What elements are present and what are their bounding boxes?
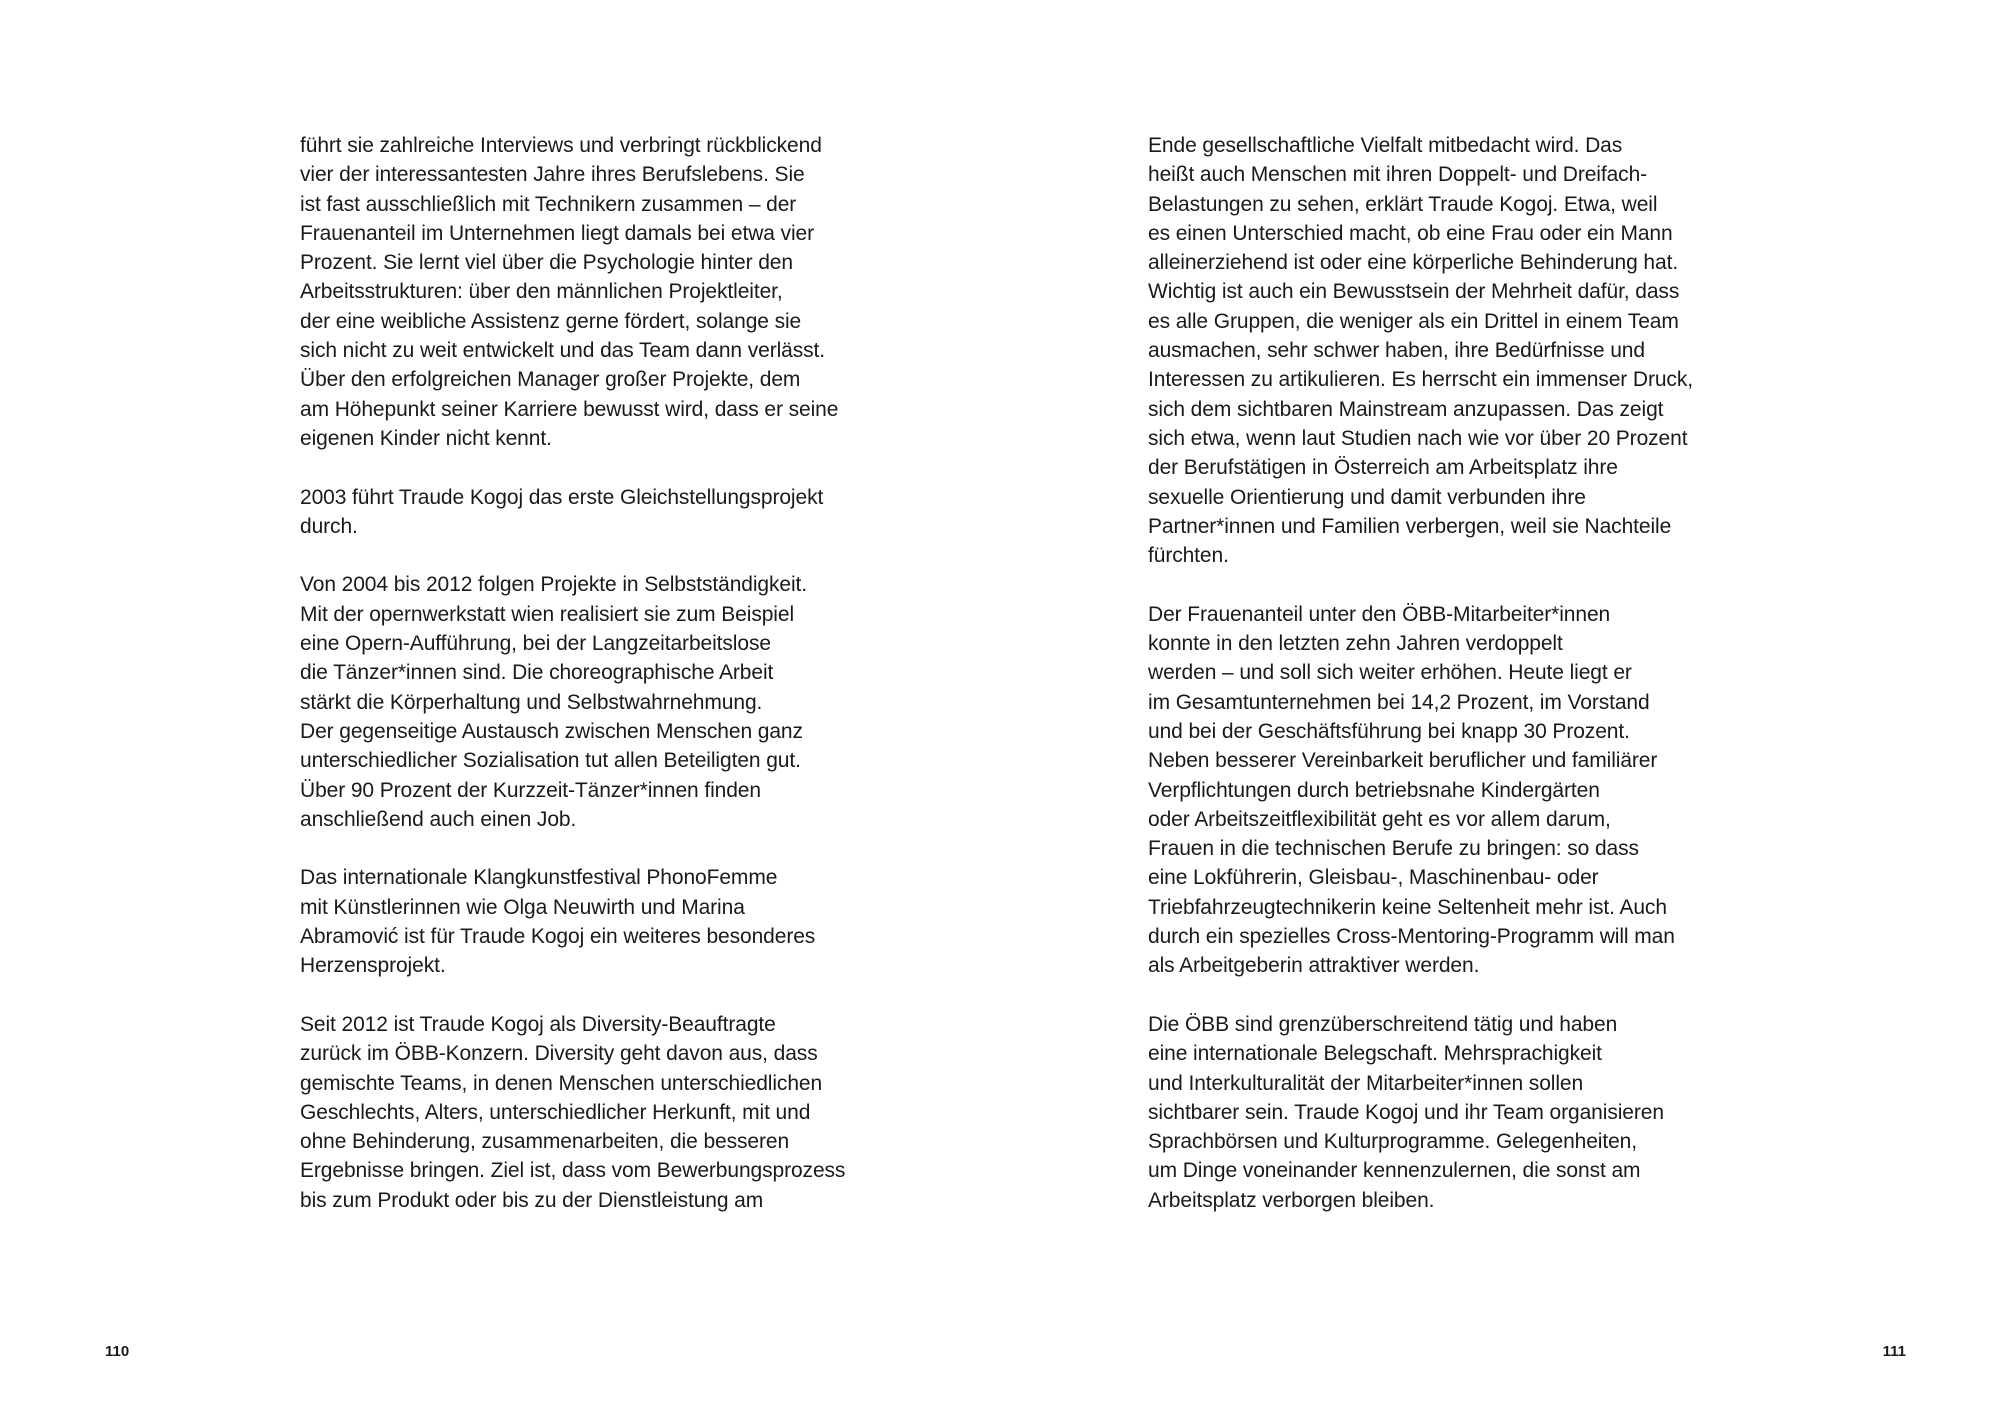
text-line: eigenen Kinder nicht kennt.	[300, 426, 552, 450]
text-line: vier der interessantesten Jahre ihres Berufslebens. Sie	[300, 163, 805, 187]
text-line: Frauenanteil im Unternehmen liegt damals bei etwa vier	[300, 221, 815, 245]
text-line: am Höhepunkt seiner Karriere bewusst wird, dass er seine	[300, 397, 839, 421]
text-line: oder Arbeitszeitflexibilität geht es vor allem darum,	[1148, 807, 1611, 831]
right-page	[1000, 0, 2000, 1412]
text-line: Von 2004 bis 2012 folgen Projekte in Selbstständigkeit.	[300, 573, 808, 597]
text-line: und Interkulturalität der Mitarbeiter*innen sollen	[1148, 1071, 1584, 1095]
text-line: Geschlechts, Alters, unterschiedlicher Herkunft, mit und	[300, 1100, 811, 1124]
text-line: Interessen zu artikulieren. Es herrscht ein immenser Druck,	[1148, 368, 1693, 392]
text-line: es alle Gruppen, die weniger als ein Drittel in einem Team	[1148, 309, 1679, 333]
text-line: Abramović ist für Traude Kogoj ein weiteres besonderes	[300, 925, 816, 949]
text-line: Belastungen zu sehen, erklärt Traude Kogoj. Etwa, weil	[1148, 192, 1658, 216]
text-line: Die ÖBB sind grenzüberschreitend tätig und haben	[1148, 1012, 1618, 1036]
paragraph	[300, 1010, 880, 1215]
page-number-left: 110	[105, 1343, 130, 1360]
text-line: mit Künstlerinnen wie Olga Neuwirth und Marina	[300, 895, 745, 919]
text-line: Mit der opernwerkstatt wien realisiert sie zum Beispiel	[300, 602, 795, 626]
text-line: durch.	[300, 514, 358, 538]
text-line: der eine weibliche Assistenz gerne fördert, solange sie	[300, 309, 802, 333]
text-line: Neben besserer Vereinbarkeit beruflicher und familiärer	[1148, 749, 1658, 773]
text-line: im Gesamtunternehmen bei 14,2 Prozent, im Vorstand	[1148, 690, 1650, 714]
text-line: stärkt die Körperhaltung und Selbstwahrnehmung.	[300, 690, 763, 714]
text-line: Prozent. Sie lernt viel über die Psychologie hinter den	[300, 251, 793, 275]
text-line: heißt auch Menschen mit ihren Doppelt- und Dreifach-	[1148, 163, 1648, 187]
text-line: und bei der Geschäftsführung bei knapp 30 Prozent.	[1148, 719, 1630, 743]
text-line: ausmachen, sehr schwer haben, ihre Bedürfnisse und	[1148, 339, 1645, 363]
text-line: 2003 führt Traude Kogoj das erste Gleichstellungsprojekt	[300, 485, 824, 509]
text-line: Triebfahrzeugtechnikerin keine Seltenheit mehr ist. Auch	[1148, 895, 1667, 919]
paragraph	[1148, 131, 1728, 570]
text-line: Wichtig ist auch ein Bewusstsein der Mehrheit dafür, dass	[1148, 280, 1680, 304]
text-line: der Berufstätigen in Österreich am Arbeitsplatz ihre	[1148, 456, 1618, 480]
left-text-column	[300, 131, 880, 1215]
text-line: Herzensprojekt.	[300, 954, 446, 978]
text-line: Das internationale Klangkunstfestival PhonoFemme	[300, 866, 778, 890]
text-line: Frauen in die technischen Berufe zu bringen: so dass	[1148, 837, 1639, 861]
page-number-right: 111	[1882, 1343, 1906, 1360]
text-line: fürchten.	[1148, 544, 1229, 568]
text-line: ist fast ausschließlich mit Technikern zusammen – der	[300, 192, 797, 216]
text-line: Verpflichtungen durch betriebsnahe Kindergärten	[1148, 778, 1600, 802]
text-line: Arbeitsstrukturen: über den männlichen Projektleiter,	[300, 280, 783, 304]
text-line: Arbeitsplatz verborgen bleiben.	[1148, 1188, 1435, 1212]
text-line: durch ein spezielles Cross-Mentoring-Programm will man	[1148, 925, 1675, 949]
text-line: die Tänzer*innen sind. Die choreographische Arbeit	[300, 661, 774, 685]
text-line: als Arbeitgeberin attraktiver werden.	[1148, 954, 1480, 978]
text-line: Über den erfolgreichen Manager großer Projekte, dem	[300, 368, 801, 392]
text-line: ohne Behinderung, zusammenarbeiten, die besseren	[300, 1130, 790, 1154]
text-line: sich nicht zu weit entwickelt und das Team dann verlässt.	[300, 339, 826, 363]
paragraph	[300, 483, 880, 542]
text-line: zurück im ÖBB-Konzern. Diversity geht davon aus, dass	[300, 1042, 818, 1066]
text-line: Sprachbörsen und Kulturprogramme. Gelegenheiten,	[1148, 1130, 1637, 1154]
text-line: bis zum Produkt oder bis zu der Dienstleistung am	[300, 1188, 764, 1212]
text-line: um Dinge voneinander kennenzulernen, die sonst am	[1148, 1159, 1641, 1183]
text-line: Der Frauenanteil unter den ÖBB-Mitarbeiter*innen	[1148, 602, 1611, 626]
text-line: Ergebnisse bringen. Ziel ist, dass vom Bewerbungsprozess	[300, 1159, 846, 1183]
paragraph	[300, 131, 880, 453]
text-line: sich etwa, wenn laut Studien nach wie vor über 20 Prozent	[1148, 426, 1688, 450]
text-line: gemischte Teams, in denen Menschen unterschiedlichen	[300, 1071, 823, 1095]
text-line: konnte in den letzten zehn Jahren verdoppelt	[1148, 632, 1563, 656]
text-line: eine Lokführerin, Gleisbau-, Maschinenbau- oder	[1148, 866, 1599, 890]
text-line: Partner*innen und Familien verbergen, weil sie Nachteile	[1148, 514, 1672, 538]
text-line: es einen Unterschied macht, ob eine Frau oder ein Mann	[1148, 221, 1673, 245]
text-line: anschließend auch einen Job.	[300, 807, 577, 831]
paragraph	[1148, 600, 1728, 981]
paragraph	[300, 863, 880, 980]
text-line: sexuelle Orientierung und damit verbunden ihre	[1148, 485, 1586, 509]
right-text-column	[1148, 131, 1728, 1215]
text-line: führt sie zahlreiche Interviews und verbringt rückblickend	[300, 134, 822, 157]
text-line: Über 90 Prozent der Kurzzeit-Tänzer*innen finden	[300, 778, 761, 802]
text-line: eine Opern-Aufführung, bei der Langzeitarbeitslose	[300, 632, 771, 656]
text-line: unterschiedlicher Sozialisation tut allen Beteiligten gut.	[300, 749, 801, 773]
text-line: sichtbarer sein. Traude Kogoj und ihr Team organisieren	[1148, 1100, 1664, 1124]
text-line: eine internationale Belegschaft. Mehrsprachigkeit	[1148, 1042, 1602, 1066]
text-line: Ende gesellschaftliche Vielfalt mitbedacht wird. Das	[1148, 134, 1623, 157]
paragraph	[300, 570, 880, 834]
text-line: alleinerziehend ist oder eine körperliche Behinderung hat.	[1148, 251, 1679, 275]
text-line: sich dem sichtbaren Mainstream anzupassen. Das zeigt	[1148, 397, 1664, 421]
paragraph	[1148, 1010, 1728, 1215]
text-line: werden – und soll sich weiter erhöhen. Heute liegt er	[1148, 661, 1632, 685]
text-line: Der gegenseitige Austausch zwischen Menschen ganz	[300, 719, 803, 743]
text-line: Seit 2012 ist Traude Kogoj als Diversity-Beauftragte	[300, 1012, 776, 1036]
